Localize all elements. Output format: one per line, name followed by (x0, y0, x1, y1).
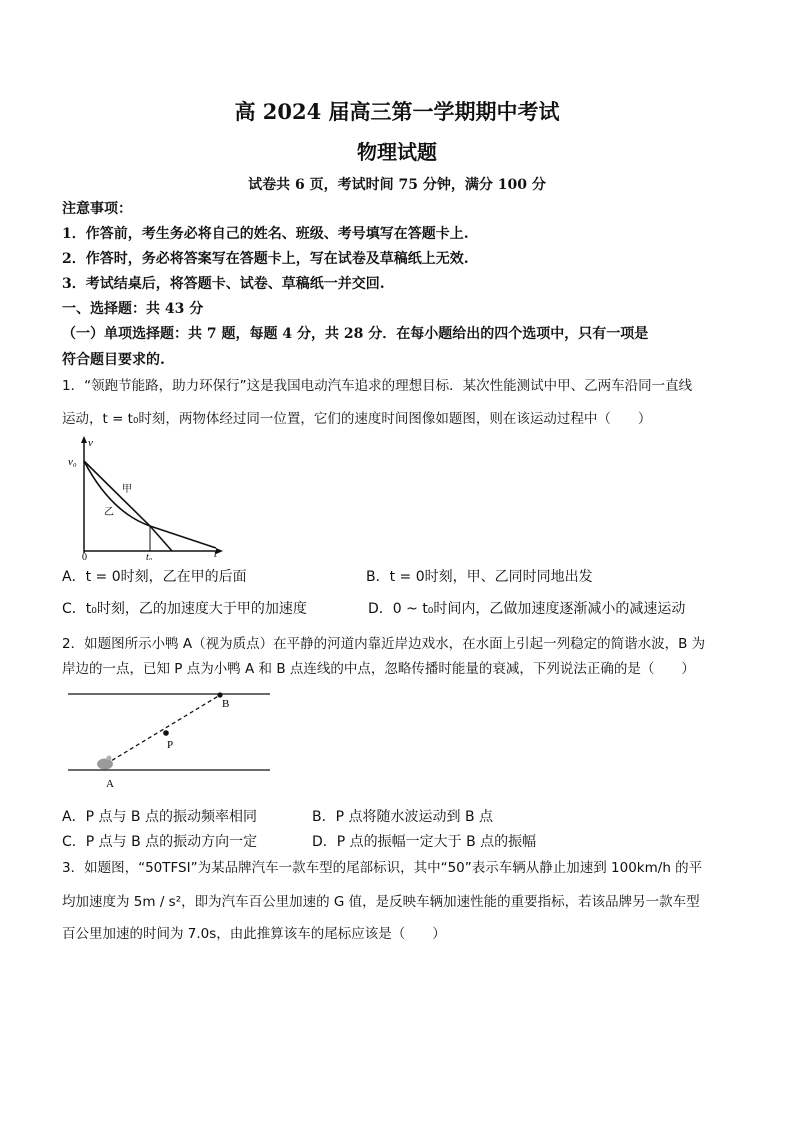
q1-vt-graph (66, 434, 226, 560)
label-b: B (222, 698, 230, 710)
q2-stem-line2: 岸边的一点，已知 P 点为小鸭 A 和 B 点连线的中点，忽略传播时能量的衰减，下列说法正确的是（ ） (62, 661, 695, 677)
exam-info: 试卷共 6 页，考试时间 75 分钟，满分 100 分 (248, 177, 546, 193)
q1-option-d: D．0 ~ t₀时间内，乙做加速度逐渐减小的减速运动 (368, 601, 686, 617)
point-p (163, 730, 169, 736)
q2-option-a: A．P 点与 B 点的振动频率相同 (62, 809, 257, 825)
q1-option-a: A．t = 0时刻，乙在甲的后面 (62, 569, 247, 585)
v-axis-label: v (88, 437, 93, 449)
section-subtitle-line2: 符合题目要求的. (62, 352, 165, 368)
v0-label: v₀ (68, 456, 77, 468)
q1-stem-line2: 运动，t = t₀时刻，两物体经过同一位置，它们的速度时间图像如题图，则在该运动过程中（ ） (62, 411, 652, 427)
note-item: 2．作答时，务必将答案写在答题卡上，写在试卷及草稿纸上无效. (62, 251, 469, 267)
t-axis-label: t (214, 548, 218, 560)
note-item: 3．考试结桌后，将答题卡、试卷、草稿纸一并交回. (62, 276, 385, 292)
q2-option-c: C．P 点与 B 点的振动方向一定 (62, 834, 258, 850)
q1-option-c: C．t₀时刻，乙的加速度大于甲的加速度 (62, 601, 307, 617)
label-a: A (106, 778, 114, 790)
point-b (217, 692, 222, 697)
exam-title: 高 2024 届高三第一学期期中考试 (234, 99, 560, 124)
v-axis-arrow (81, 436, 87, 443)
dashed-line-ab (106, 695, 220, 764)
curve-yi (84, 461, 172, 551)
q1-stem-line1: 1．“领跑节能路，助力环保行”这是我国电动汽车追求的理想目标．某次性能测试中甲、乙两车沿同一直线 (62, 378, 693, 394)
section-subtitle-line1: （一）单项选择题：共 7 题，每题 4 分，共 28 分．在每小题给出的四个选项中，只有一项是 (62, 326, 649, 342)
jia-curve-label: 甲 (122, 484, 132, 495)
q2-option-d: D．P 点的振幅一定大于 B 点的振幅 (312, 834, 537, 850)
duck-head (107, 756, 112, 761)
origin-label: 0 (82, 552, 87, 560)
yi-curve-label: 乙 (104, 507, 114, 518)
section-title: 一、选择题：共 43 分 (62, 301, 204, 317)
label-p: P (167, 739, 174, 751)
q2-river-figure (66, 684, 272, 792)
q3-stem-line2: 均加速度为 5m / s²，即为汽车百公里加速的 G 值，是反映车辆加速性能的重要指标，若该品牌另一款车型 (62, 894, 700, 910)
q3-stem-line1: 3．如题图，“50TFSI”为某品牌汽车一款车型的尾部标识，其中“50”表示车辆从静止加速到 100km/h 的平 (62, 860, 703, 876)
q2-option-b: B．P 点将随水波运动到 B 点 (312, 809, 494, 825)
note-item: 1．作答前，考生务必将自己的姓名、班级、考号填写在答题卡上. (62, 226, 469, 242)
q2-stem-line1: 2．如题图所示小鸭 A（视为质点）在平静的河道内靠近岸边戏水，在水面上引起一列稳定的简谐水波，B 为 (62, 636, 706, 652)
duck-a (97, 759, 113, 770)
q1-option-b: B．t = 0时刻，甲、乙同时同地出发 (366, 569, 593, 585)
t0-tick-label: t₀ (146, 552, 153, 560)
subject-title: 物理试题 (357, 140, 437, 164)
q3-stem-line3: 百公里加速的时间为 7.0s，由此推算该车的尾标应该是（ ） (62, 926, 446, 942)
notes-heading: 注意事项： (62, 201, 132, 217)
